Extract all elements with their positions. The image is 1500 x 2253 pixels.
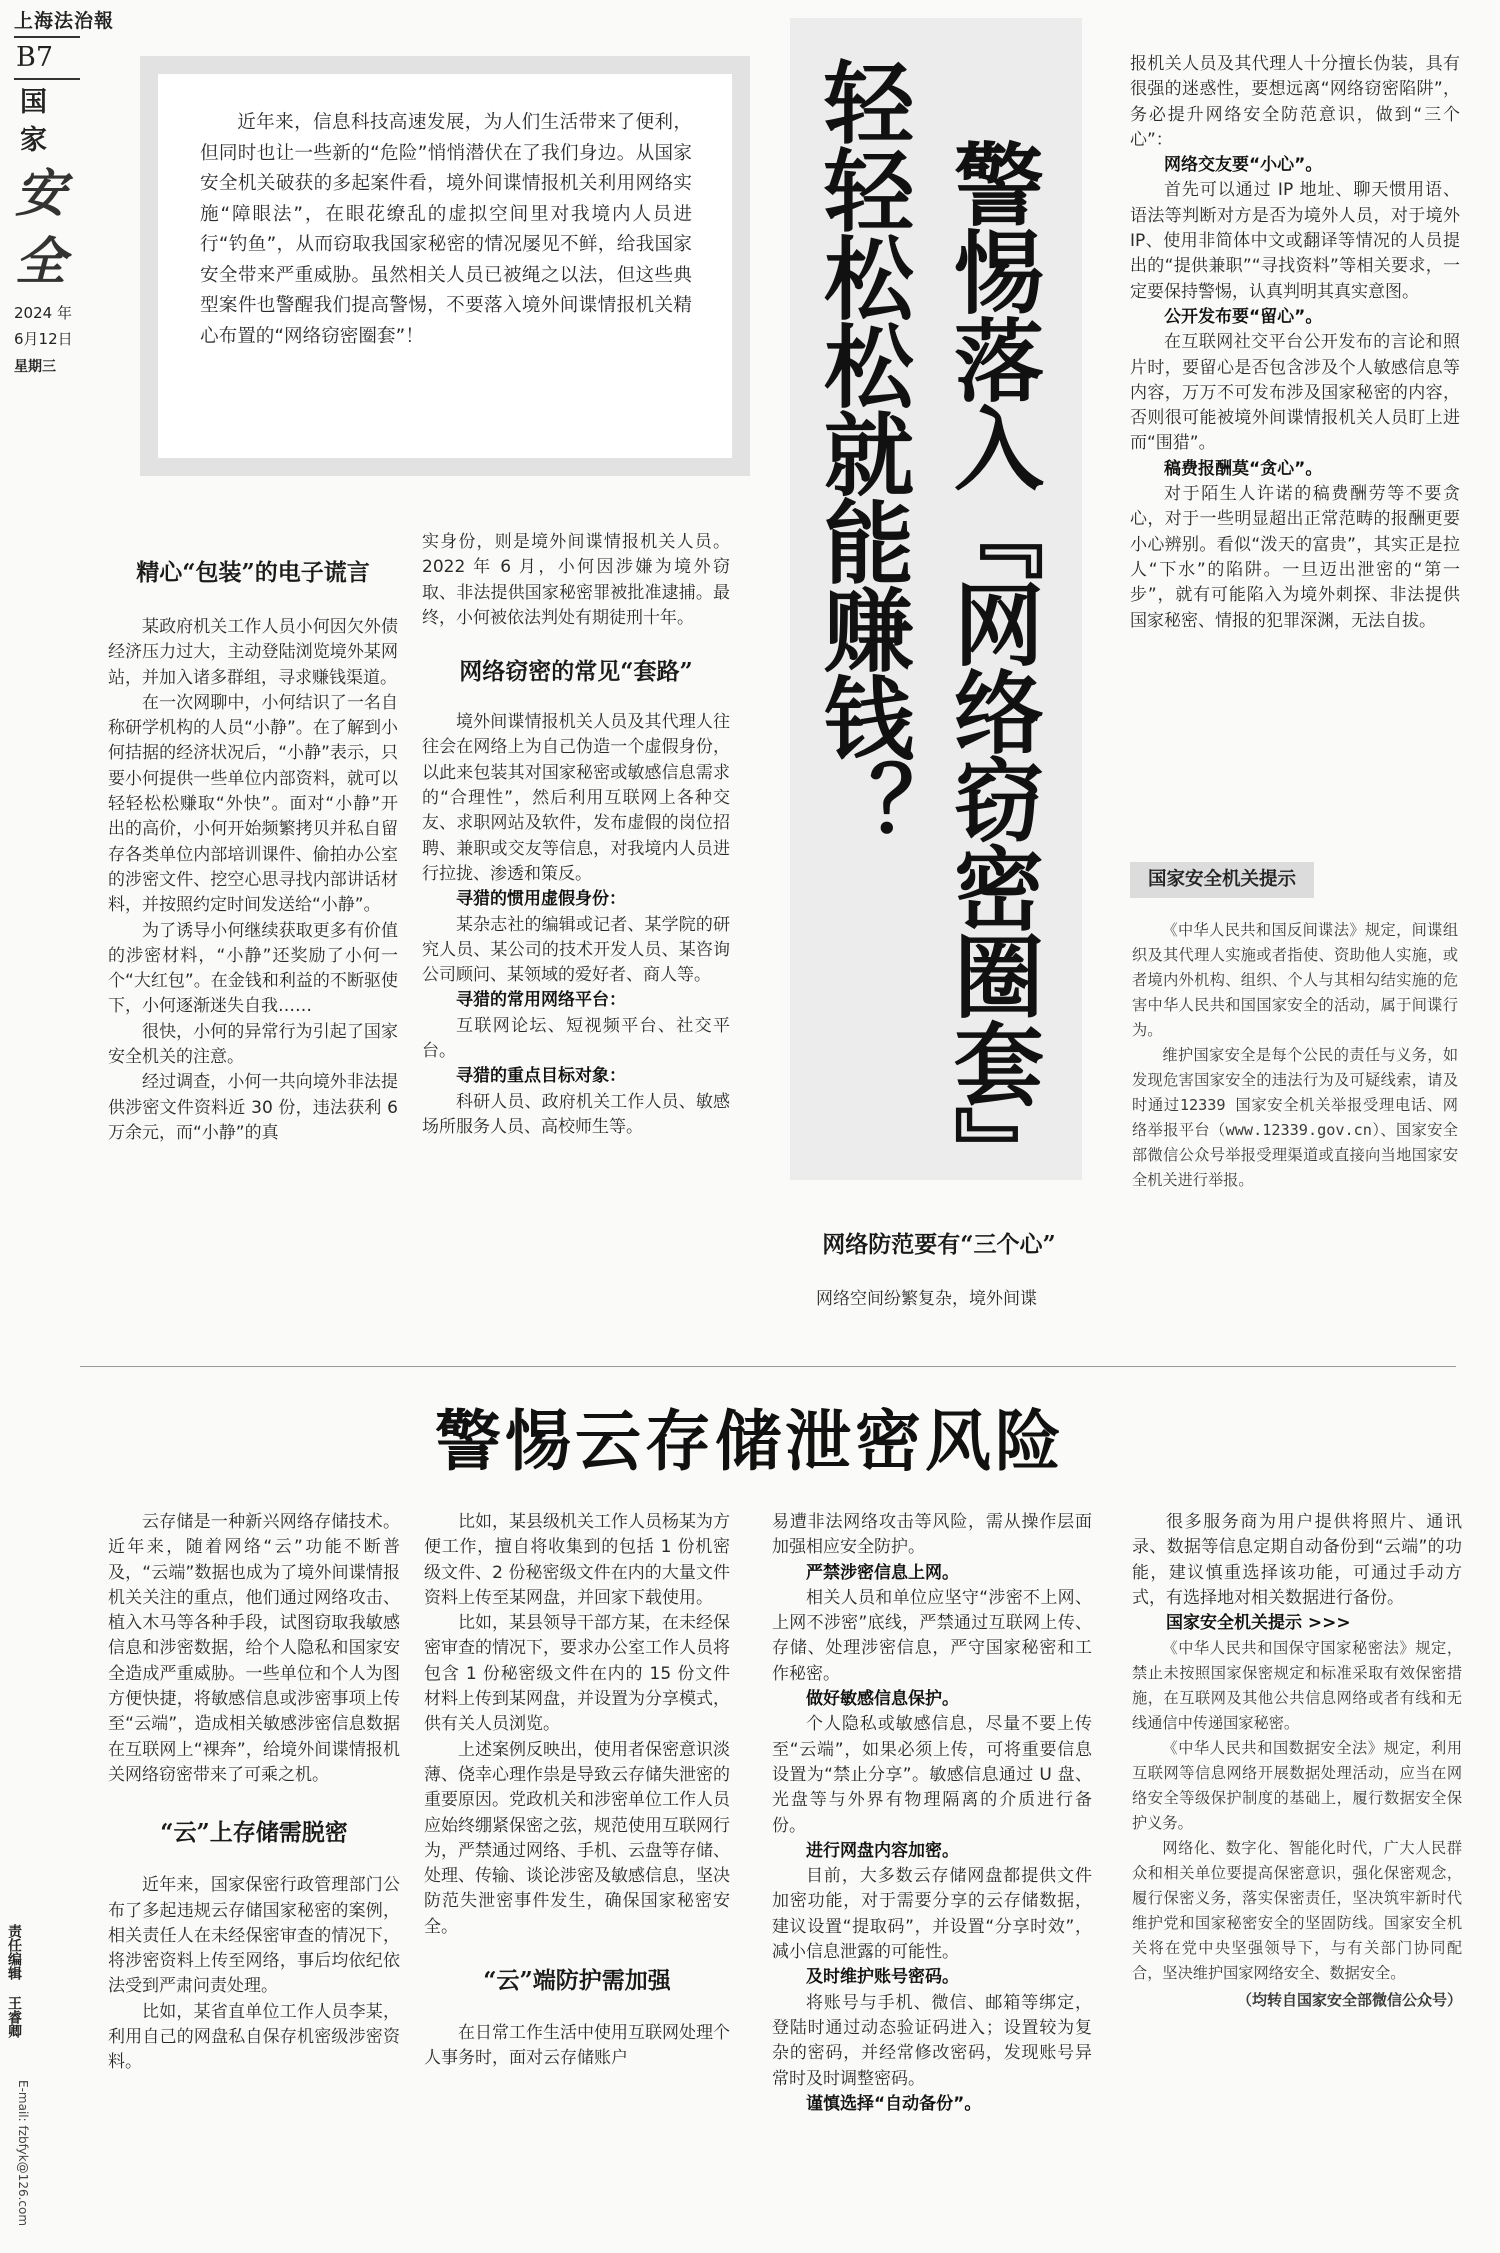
paragraph: 《中华人民共和国数据安全法》规定，利用互联网等信息网络开展数据处理活动，应当在网络安全等级保护制度的基础上，履行数据安全保护义务。 xyxy=(1132,1739,1462,1833)
list-label: 寻猎的惯用虚假身份： xyxy=(456,889,626,910)
paragraph: 在一次网聊中，小何结识了一名自称研学机构的人员“小静”。在了解到小何拮据的经济状况后，“小静”表示，只要小何提供一些单位内部资料，就可以轻轻松松赚取“外快”。面对“小静”开出的高价，小何开始频繁拷贝并私自留存各类单位内部培训课件、偷拍办公室的涉密文件、挖空心思寻找内部讲话材料，并按照约定时间发送给“小静”。 xyxy=(108,692,398,916)
tip-heading: 国家安全机关提示 >>> xyxy=(1166,1613,1351,1634)
paragraph: 将账号与手机、微信、邮箱等绑定，登陆时通过动态验证码进入；设置较为复杂的密码，并经常修改密码，发现账号异常时及时调整密码。 xyxy=(772,1992,1092,2089)
list-label: 严禁涉密信息上网。 xyxy=(806,1562,959,1583)
paragraph: 维护国家安全是每个公民的责任与义务，如发现危害国家安全的违法行为及可疑线索，请及时通过12339 国家安全机关举报受理电话、网络举报平台（www.12339.gov.cn）、国家安全部微信公众号举报受理渠道或直接向当地国家安全机关进行举报。 xyxy=(1132,1046,1458,1189)
list-label: 寻猎的重点目标对象： xyxy=(456,1066,626,1087)
paragraph: 网络空间纷繁复杂，境外间谍 xyxy=(816,1289,1037,1309)
section-heading: “云”上存储需脱密 xyxy=(160,1819,348,1847)
paragraph: 实身份，则是境外间谍情报机关人员。2022 年 6 月，小何因涉嫌为境外窃取、非法提供国家秘密罪被批准逮捕。最终，小何被依法判处有期徒刑十年。 xyxy=(422,532,730,628)
editor-email: E-mail: fzbfyk@126.com xyxy=(16,2080,30,2227)
article1-col3 xyxy=(782,1226,1096,1312)
list-label: 进行网盘内容加密。 xyxy=(806,1840,959,1861)
article2-col4 xyxy=(1132,1510,1462,2013)
issue-weekday: 星期三 xyxy=(14,359,56,375)
tip-body xyxy=(1132,918,1458,1193)
list-label: 做好敏感信息保护。 xyxy=(806,1689,959,1710)
article-divider xyxy=(80,1366,1456,1367)
paragraph: 个人隐私或敏感信息，尽量不要上传至“云端”，如果必须上传，可将重要信息设置为“禁止分享”。敏感信息通过 U 盘、光盘等与外界有物理隔离的介质进行备份。 xyxy=(772,1714,1092,1836)
paragraph: 易遭非法网络攻击等风险，需从操作层面加强相应安全防护。 xyxy=(772,1512,1092,1558)
paragraph: 《中华人民共和国反间谍法》规定，间谍组织及其代理人实施或者指使、资助他人实施，或者境内外机构、组织、个人与其相勾结实施的危害中华人民共和国国家安全的活动，属于间谍行为。 xyxy=(1132,921,1458,1039)
tip-title: 国家安全机关提示 xyxy=(1148,869,1297,890)
issue-date: 6月12日 xyxy=(14,330,73,348)
page-number-rule xyxy=(14,78,80,80)
list-label: 谨慎选择“自动备份”。 xyxy=(806,2093,982,2114)
masthead: 上海法治報 xyxy=(14,10,115,32)
paragraph: 近年来，国家保密行政管理部门公布了多起违规云存储国家秘密的案例，相关责任人在未经保密审查的情况下，将涉密资料上传至网络，事后均依纪依法受到严肃问责处理。 xyxy=(108,1875,400,1997)
paragraph: 为了诱导小何继续获取更多有价值的涉密材料，“小静”还奖励了小何一个“大红包”。在金钱和利益的不断驱使下，小何逐渐迷失自我…… xyxy=(108,920,398,1017)
section-name-anquan: 安全 xyxy=(15,164,67,292)
list-label: 稿费报酬莫“贪心”。 xyxy=(1164,458,1323,479)
paragraph: 对于陌生人许诺的稿费酬劳等不要贪心，对于一些明显超出正常范畴的报酬更要小心辨别。看似“泼天的富贵”，其实正是拉人“下水”的陷阱。一旦迈出泄密的“第一步”，就有可能陷入为境外刺探、非法提供国家秘密、情报的犯罪深渊，无法自拔。 xyxy=(1130,484,1460,631)
paragraph: 在日常工作生活中使用互联网处理个人事务时，面对云存储账户 xyxy=(424,2023,730,2069)
paragraph: 云存储是一种新兴网络存储技术。近年来，随着网络“云”功能不断普及，“云端”数据也成为了境外间谍情报机关关注的重点，他们通过网络攻击、植入木马等各种手段，试图窃取我敏感信息和涉密数据，给个人隐私和国家安全造成严重威胁。一些单位和个人为图方便快捷，将敏感信息或涉密事项上传至“云端”，造成相关敏感涉密信息数据在互联网上“裸奔”，给境外间谍情报机关网络窃密带来了可乘之机。 xyxy=(108,1512,400,1785)
section-name-guojia: 国家 xyxy=(20,87,47,156)
paragraph: 《中华人民共和国保守国家秘密法》规定，禁止未按照国家保密规定和标准采取有效保密措施，在互联网及其他公共信息网络或者有线和无线通信中传递国家秘密。 xyxy=(1132,1639,1462,1733)
article2-col2 xyxy=(424,1510,730,2072)
article1-col1 xyxy=(108,554,398,1146)
paragraph: 比如，某县级机关工作人员杨某为方便工作，擅自将收集到的包括 1 份机密级文件、2 份秘密级文件在内的大量文件资料上传至某网盘，并回家下载使用。 xyxy=(424,1512,730,1608)
list-label: 公开发布要“留心”。 xyxy=(1164,306,1323,327)
article2-title: 警惕云存储泄密风险 xyxy=(435,1402,1065,1480)
section-heading: “云”端防护需加强 xyxy=(483,1967,671,1995)
masthead-rule xyxy=(14,36,80,38)
paragraph: 很多服务商为用户提供将照片、通讯录、数据等信息定期自动备份到“云端”的功能，建议慎重选择该功能，可通过手动方式，有选择地对相关数据进行备份。 xyxy=(1132,1512,1462,1608)
paragraph: 网络化、数字化、智能化时代，广大人民群众和相关单位要提高保密意识，强化保密观念，履行保密义务，落实保密责任，坚决筑牢新时代维护党和国家秘密安全的坚固防线。国家安全机关将在党中央坚强领导下，与有关部门协同配合，坚决维护国家网络安全、数据安全。 xyxy=(1132,1839,1462,1983)
issue-year: 2024 年 xyxy=(14,304,72,322)
paragraph: 某政府机关工作人员小何因欠外债经济压力过大，主动登陆浏览境外某网站，并加入诸多群组，寻求赚钱渠道。 xyxy=(108,617,398,688)
paragraph: 比如，某省直单位工作人员李某，利用自己的网盘私自保存机密级涉密资料。 xyxy=(108,2001,400,2073)
paragraph: 首先可以通过 IP 地址、聊天惯用语、语法等判断对方是否为境外人员，对于境外 IP、使用非简体中文或翻译等情况的人员提出的“提供兼职”“寻找资料”等相关要求，一定要保持警惕，认真判明其真实意图。 xyxy=(1130,180,1460,302)
list-label: 网络交友要“小心”。 xyxy=(1164,155,1323,176)
article1-title-line1: 轻轻松松就能赚钱？ xyxy=(808,56,914,848)
paragraph: 相关人员和单位应坚守“涉密不上网、上网不涉密”底线，严禁通过互联网上传、存储、处理涉密信息，严守国家秘密和工作秘密。 xyxy=(772,1587,1092,1684)
tip-label xyxy=(1130,862,1314,898)
paragraph: 比如，某县领导干部方某，在未经保密审查的情况下，要求办公室工作人员将包含 1 份秘密级文件在内的 15 份文件材料上传到某网盘，并设置为分享模式，供有关人员浏览。 xyxy=(424,1613,730,1735)
article2-col3 xyxy=(772,1510,1092,2117)
paragraph: 目前，大多数云存储网盘都提供文件加密功能，对于需要分享的云存储数据，建议设置“提取码”，并设置“分享时效”，减小信息泄露的可能性。 xyxy=(772,1866,1092,1963)
page-number: B7 xyxy=(16,42,54,73)
paragraph: 报机关人员及其代理人十分擅长伪装，具有很强的迷惑性，要想远离“网络窃密陷阱”，务必提升网络安全防范意识，做到“三个心”： xyxy=(1130,54,1460,150)
article1-title-line2: 警惕落入『网络窃密圈套』 xyxy=(938,138,1044,1194)
editor-credit: 责任编辑 王睿卿 xyxy=(6,1924,22,2038)
paragraph: 科研人员、政府机关工作人员、敏感场所服务人员、高校师生等。 xyxy=(422,1091,730,1137)
paragraph: 很快，小何的异常行为引起了国家安全机关的注意。 xyxy=(108,1021,398,1068)
list-label: 及时维护账号密码。 xyxy=(806,1967,959,1988)
paragraph: 经过调查，小何一共向境外非法提供涉密文件资料近 30 份，违法获利 6 万余元，而“小静”的真 xyxy=(108,1072,398,1143)
section-heading: 网络防范要有“三个心” xyxy=(822,1231,1056,1258)
section-heading: 精心“包装”的电子谎言 xyxy=(136,559,370,586)
list-label: 寻猎的常用网络平台： xyxy=(456,990,626,1011)
section-heading: 网络窃密的常见“套路” xyxy=(459,658,693,686)
article2-col1 xyxy=(108,1510,400,2076)
paragraph: 某杂志社的编辑或记者、某学院的研究人员、某公司的技术开发人员、某咨询公司顾问、某领域的爱好者、商人等。 xyxy=(422,914,730,986)
source-note: （均转自国家安全部微信公众号） xyxy=(1236,1991,1462,2010)
article1-intro: 近年来，信息科技高速发展，为人们生活带来了便利，但同时也让一些新的“危险”悄悄潜伏在了我们身边。从国家安全机关破获的多起案件看，境外间谍情报机关利用网络实施“障眼法”，在眼花缭乱的虚拟空间里对我境内人员进行“钓鱼”，从而窃取我国家秘密的情况屡见不鲜，给我国家安全带来严重威胁。虽然相关人员已被绳之以法，但这些典型案件也警醒我们提高警惕，不要落入境外间谍情报机关精心布置的“网络窃密圈套”！ xyxy=(200,112,692,347)
article1-col2 xyxy=(422,530,730,1140)
paragraph: 境外间谍情报机关人员及其代理人往往会在网络上为自己伪造一个虚假身份，以此来包装其对国家秘密或敏感信息需求的“合理性”，然后利用互联网上各种交友、求职网站及软件，发布虚假的岗位招聘、兼职或交友等信息，对我境内人员进行拉拢、渗透和策反。 xyxy=(422,712,730,884)
paragraph: 在互联网社交平台公开发布的言论和照片时，要留心是否包含涉及个人敏感信息等内容，万万不可发布涉及国家秘密的内容，否则很可能被境外间谍情报机关人员盯上进而“围猎”。 xyxy=(1130,332,1460,454)
article1-col4 xyxy=(1130,52,1460,634)
paragraph: 互联网论坛、短视频平台、社交平台。 xyxy=(422,1015,730,1062)
paragraph: 上述案例反映出，使用者保密意识淡薄、侥幸心理作祟是导致云存储失泄密的重要原因。党政机关和涉密单位工作人员应始终绷紧保密之弦，规范使用互联网行为，严禁通过网络、手机、云盘等存储、处理、传输、谈论涉密及敏感信息，坚决防范失泄密事件发生，确保国家秘密安全。 xyxy=(424,1739,730,1937)
